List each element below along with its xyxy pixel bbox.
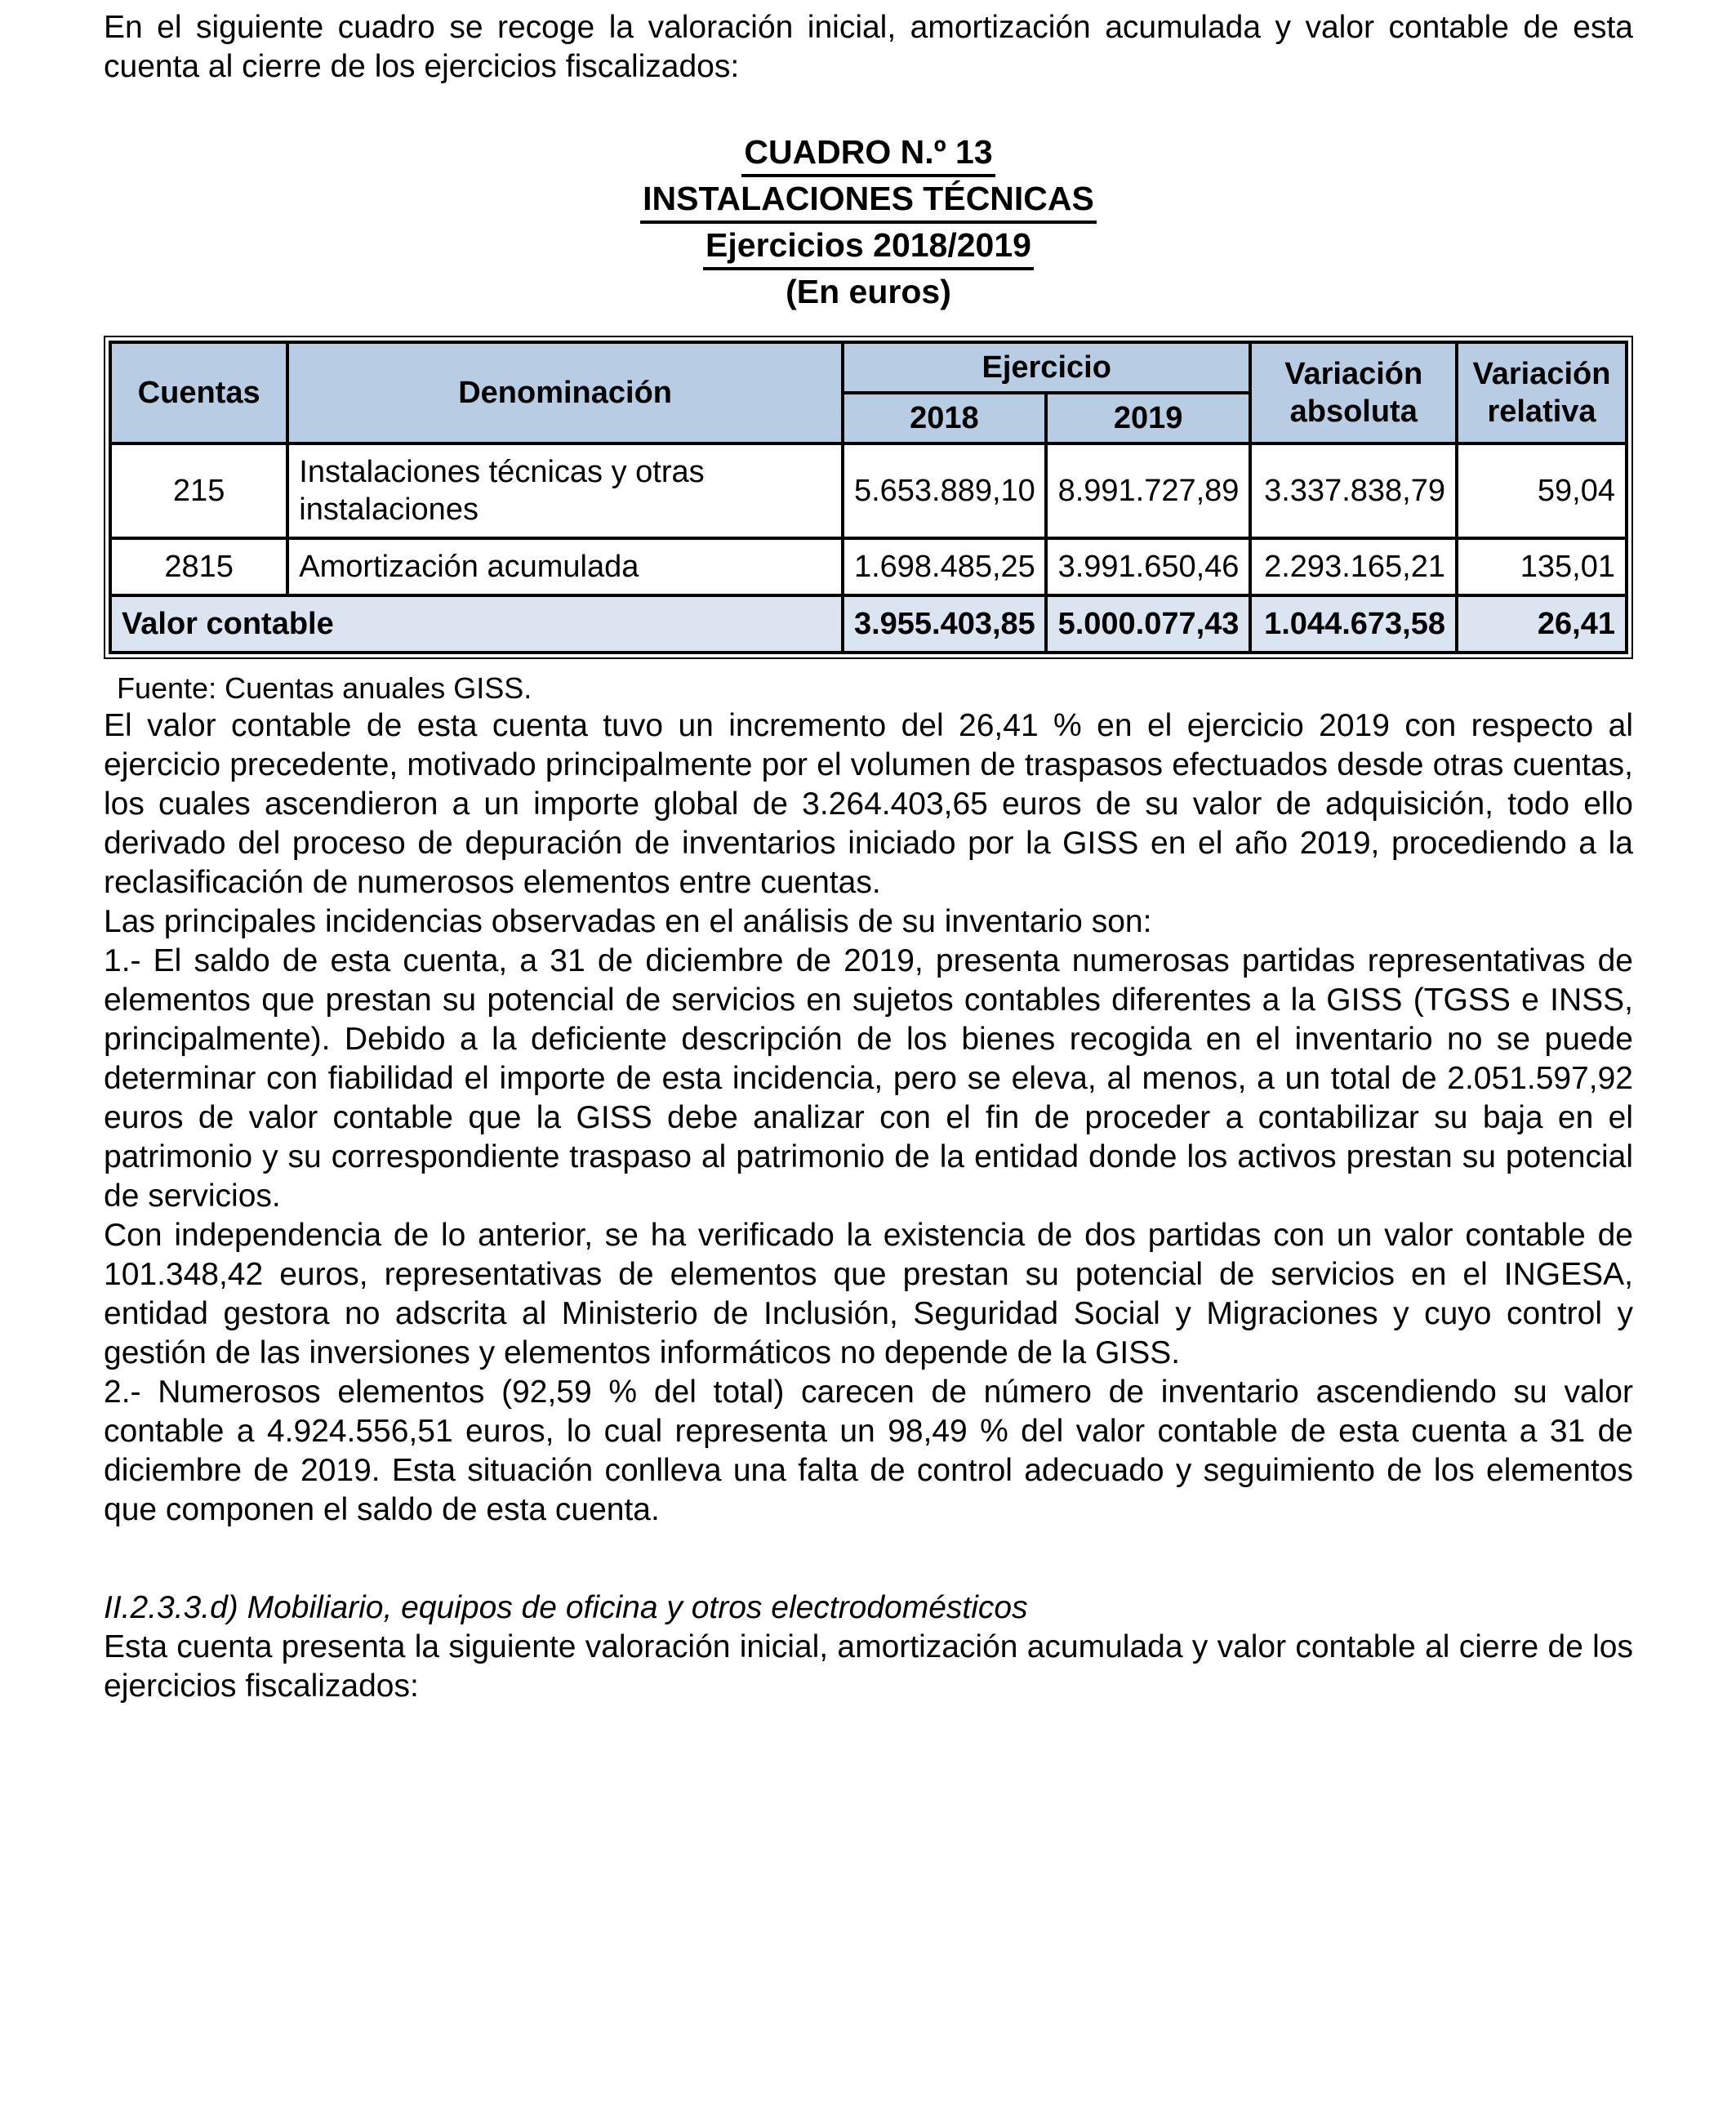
header-denominacion: Denominación (287, 342, 843, 443)
paragraph-incidencia-1: 1.- El saldo de esta cuenta, a 31 de diciembre de 2019, presenta numerosas partidas representativas de elementos que prestan su potencial de servicios en sujetos contables diferentes a la GISS (TGSS e INSS, principalmente). Debido a la deficiente descripción de los bienes recogida en el inventario no se puede determinar con fiabilidad el importe de esta incidencia, pero se eleva, al menos, a un total de 2.051.597,92 euros de valor contable que la GISS debe analizar con el fin de proceder a contabilizar su baja en el patrimonio y su correspondiente traspaso al patrimonio de la entidad donde los activos prestan su potencial de servicios. (104, 943, 1633, 1214)
table-title-years: Ejercicios 2018/2019 (104, 224, 1633, 270)
cell-2018: 1.698.485,25 (843, 538, 1046, 595)
table-title-units: (En euros) (786, 273, 951, 310)
cell-total-variacion-absoluta: 1.044.673,58 (1250, 595, 1457, 653)
paragraph-incidencia-2: 2.- Numerosos elementos (92,59 % del total) carecen de número de inventario ascendiendo su valor contable a 4.924.556,51 euros, lo cual representa un 98,49 % del valor contable de esta cuenta a 31 de diciembre de 2019. Esta situación conlleva una falta de control adecuado y seguimiento de los elementos que componen el saldo de esta cuenta. (104, 1375, 1633, 1527)
paragraph-valor-contable: El valor contable de esta cuenta tuvo un incremento del 26,41 % en el ejercicio 2019 con respecto al ejercicio precedente, motivado principalmente por el volumen de traspasos efectuados desde otras cuentas, los cuales ascendieron a un importe global de 3.264.403,65 euros de su valor de adquisición, todo ello derivado del proceso de depuración de inventarios iniciado por la GISS en el año 2019, procediendo a la reclasificación de numerosos elementos entre cuentas. (104, 708, 1633, 900)
table-title-number: CUADRO N.º 13 (104, 131, 1633, 177)
intro-paragraph: En el siguiente cuadro se recoge la valoración inicial, amortización acumulada y valor contable de esta cuenta al cierre de los ejercicios fiscalizados: (104, 10, 1633, 84)
table-total-row (110, 595, 1627, 653)
cell-variacion-relativa: 59,04 (1457, 443, 1627, 538)
cell-variacion-relativa: 135,01 (1457, 538, 1627, 595)
cell-denominacion: Instalaciones técnicas y otras instalaciones (287, 443, 843, 538)
table-row (110, 443, 1627, 538)
header-ejercicio: Ejercicio (843, 342, 1251, 393)
cell-variacion-absoluta: 3.337.838,79 (1250, 443, 1457, 538)
cell-denominacion: Amortización acumulada (287, 538, 843, 595)
cell-variacion-absoluta: 2.293.165,21 (1250, 538, 1457, 595)
table-title-name: INSTALACIONES TÉCNICAS (104, 177, 1633, 224)
cell-2018: 5.653.889,10 (843, 443, 1046, 538)
cell-total-2019: 5.000.077,43 (1046, 595, 1251, 653)
cell-total-2018: 3.955.403,85 (843, 595, 1046, 653)
paragraph-incidencias-intro: Las principales incidencias observadas en el análisis de su inventario son: (104, 904, 1152, 939)
header-2018: 2018 (843, 393, 1046, 443)
closing-paragraph: Esta cuenta presenta la siguiente valoración inicial, amortización acumulada y valor contable al cierre de los ejercicios fiscalizados: (104, 1629, 1633, 1704)
cell-cuenta: 215 (110, 443, 287, 538)
table-source: Fuente: Cuentas anuales GISS. (117, 671, 532, 705)
table-header-row-1 (110, 342, 1627, 393)
section-heading-mobiliario: II.2.3.3.d) Mobiliario, equipos de oficina y otros electrodomésticos (104, 1590, 1028, 1625)
data-table (109, 341, 1628, 654)
header-variacion-relativa: Variación relativa (1457, 342, 1627, 443)
paragraph-ingesa: Con independencia de lo anterior, se ha verificado la existencia de dos partidas con un valor contable de 101.348,42 euros, representativas de elementos que prestan su potencial de servicios en el INGESA, entidad gestora no adscrita al Ministerio de Inclusión, Seguridad Social y Migraciones y cuyo control y gestión de las inversiones y elementos informáticos no depende de la GISS. (104, 1218, 1633, 1370)
cell-cuenta: 2815 (110, 538, 287, 595)
cell-2019: 8.991.727,89 (1046, 443, 1251, 538)
header-cuentas: Cuentas (110, 342, 287, 443)
header-variacion-absoluta: Variación absoluta (1250, 342, 1457, 443)
cell-total-label: Valor contable (110, 595, 843, 653)
cell-2019: 3.991.650,46 (1046, 538, 1251, 595)
data-table-wrapper (104, 336, 1633, 659)
table-title-block (104, 131, 1633, 313)
header-2019: 2019 (1046, 393, 1251, 443)
cell-total-variacion-relativa: 26,41 (1457, 595, 1627, 653)
table-row (110, 538, 1627, 595)
